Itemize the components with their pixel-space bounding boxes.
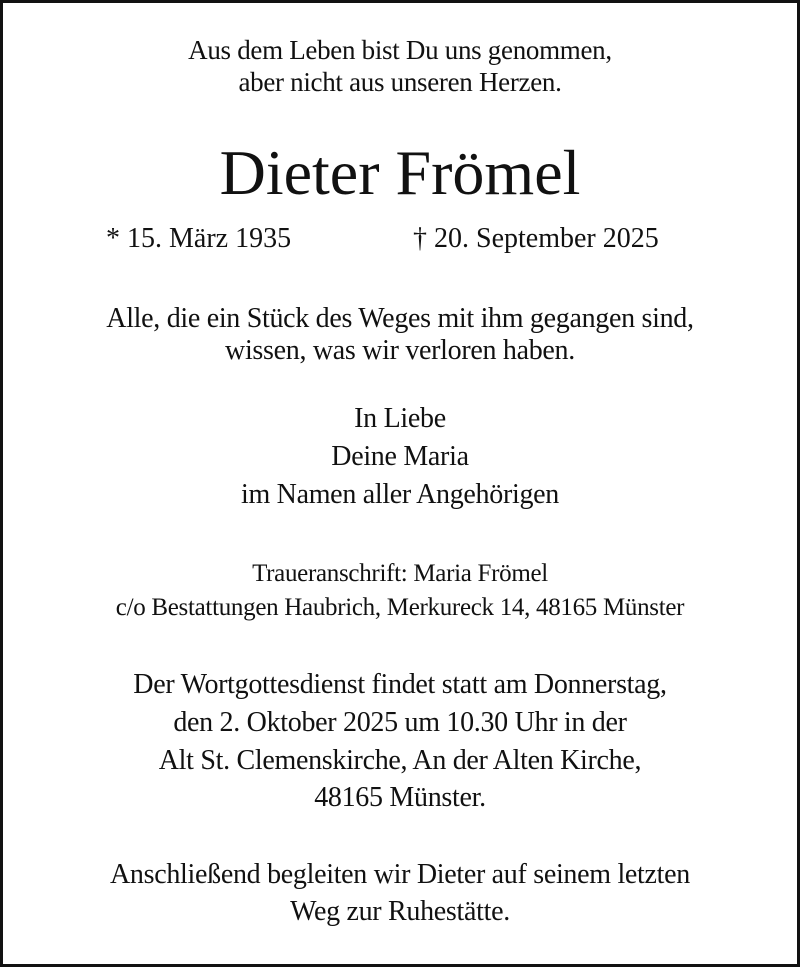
service-line-2: den 2. Oktober 2025 um 10.30 Uhr in der <box>173 707 627 738</box>
death-date: † 20. September 2025 <box>413 223 659 254</box>
signature-line-2: Deine Maria <box>331 441 469 472</box>
burial-line-1: Anschließend begleiten wir Dieter auf seinem letzten <box>110 859 690 890</box>
service-line-4: 48165 Münster. <box>314 782 486 813</box>
mourning-address-line-2: c/o Bestattungen Haubrich, Merkureck 14, 48165 Münster <box>115 594 685 621</box>
tribute-line-2: wissen, was wir verloren haben. <box>225 335 575 366</box>
burial-line-2: Weg zur Ruhestätte. <box>290 896 510 927</box>
service-line-1: Der Wortgottesdienst findet statt am Donnerstag, <box>133 669 667 700</box>
service-line-3: Alt St. Clemenskirche, An der Alten Kirche, <box>158 745 642 776</box>
signature-line-3: im Namen aller Angehörigen <box>241 479 559 510</box>
motto-line-2: aber nicht aus unseren Herzen. <box>238 67 562 97</box>
deceased-name: Dieter Frömel <box>219 137 581 208</box>
mourning-address-line-1: Traueranschrift: Maria Frömel <box>252 560 548 587</box>
signature-line-1: In Liebe <box>354 403 446 434</box>
birth-date: * 15. März 1935 <box>106 223 292 254</box>
tribute-line-1: Alle, die ein Stück des Weges mit ihm gegangen sind, <box>106 303 694 334</box>
motto-line-1: Aus dem Leben bist Du uns genommen, <box>188 35 612 65</box>
